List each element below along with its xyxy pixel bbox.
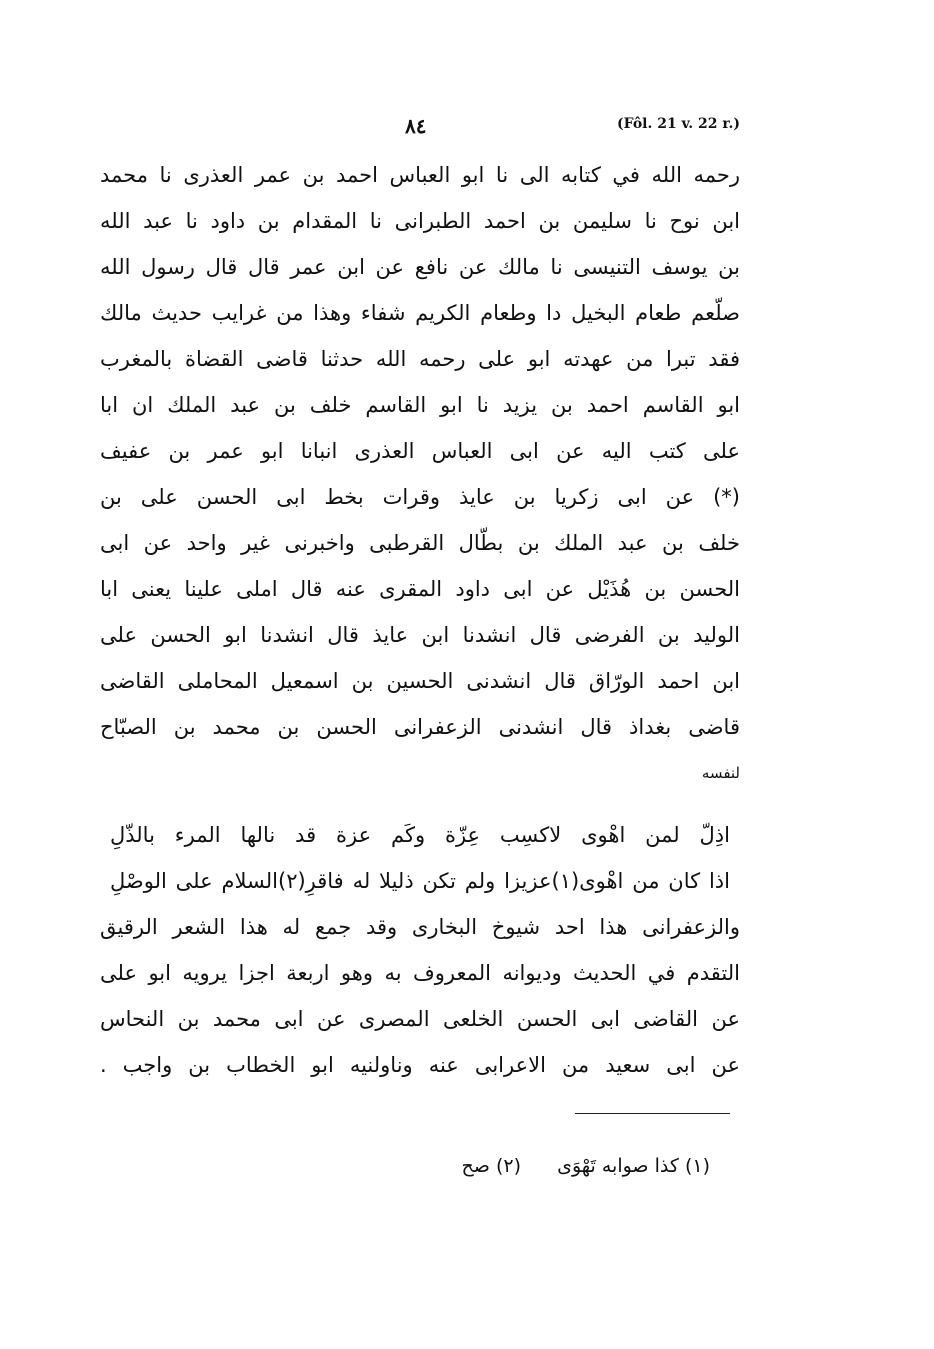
folio-reference: (Fôl. 21 v. 22 r.)	[617, 116, 740, 132]
text-line: قاضى بغداذ قال انشدنى الزعفرانى الحسن بن محمد بن الصبّاح	[100, 715, 740, 739]
footnotes	[370, 1148, 710, 1184]
page-number: ٨٤	[405, 114, 427, 138]
text-line: صلّعم طعام البخيل دا وطعام الكريم شفاء وهذا من غرايب حديث مالك	[100, 301, 740, 325]
verse-line: اذِلّ لمن اهْوى لاكسِب عِزّة وكَم عزة قد نالها المرء بالذّلِ	[110, 823, 730, 847]
footnote-2: (٢) صح	[461, 1155, 522, 1177]
text-line: الحسن بن هُذَيْل عن ابى داود المقرى عنه قال املى علينا يعنى ابا	[100, 577, 740, 601]
main-text-block	[100, 152, 740, 796]
text-line: الوليد بن الفرضى قال انشدنا ابن عايذ قال انشدنا ابو الحسن على	[100, 623, 740, 647]
footnote-1: (١) كذا صوابه تَهْوَى	[557, 1155, 710, 1177]
text-line: التقدم في الحديث وديوانه المعروف به وهو اربعة اجزا يرويه ابو على	[100, 961, 740, 985]
text-line: ابن نوح نا سليمن بن احمد الطبرانى نا المقدام بن داود نا عبد الله	[100, 209, 740, 233]
text-line: عن ابى سعيد من الاعرابى عنه وناولنيه ابو الخطاب بن واجب .	[100, 1053, 740, 1077]
text-line: (*) عن ابى زكريا بن عايذ وقرات بخط ابى الحسن على بن	[100, 485, 740, 509]
verse-block	[110, 812, 730, 904]
footnote-separator	[575, 1113, 730, 1114]
text-line: فقد تبرا من عهدته ابو على رحمه الله حدثنا قاضى القضاة بالمغرب	[100, 347, 740, 371]
page-header	[100, 116, 740, 146]
verse-line: اذا كان من اهْوى(١)عزيزا ولم تكن ذليلا له فاقرِ(٢)السلام على الوصْلِ	[110, 869, 730, 893]
text-line: رحمه الله في كتابه الى نا ابو العباس احمد بن عمر العذرى نا محمد	[100, 163, 740, 187]
text-line: على كتب اليه عن ابى العباس العذرى انبانا ابو عمر بن عفيف	[100, 439, 740, 463]
text-line: ابن احمد الورّاق قال انشدنى الحسين بن اسمعيل المحاملى القاضى	[100, 669, 740, 693]
text-line: عن القاضى ابى الحسن الخلعى المصرى عن ابى محمد بن النحاس	[100, 1007, 740, 1031]
text-line: ابو القاسم احمد بن يزيد نا ابو القاسم خلف بن عبد الملك ان ابا	[100, 393, 740, 417]
text-line: لنفسه	[701, 764, 740, 782]
text-line: بن يوسف التنيسى نا مالك عن نافع عن ابن عمر قال قال رسول الله	[100, 255, 740, 279]
closing-text-block	[100, 904, 740, 1088]
text-line: خلف بن عبد الملك بن بطّال القرطبى واخبرنى غير واحد عن ابى	[100, 531, 740, 555]
text-line: والزعفرانى هذا احد شيوخ البخارى وقد جمع له هذا الشعر الرقيق	[100, 915, 740, 939]
